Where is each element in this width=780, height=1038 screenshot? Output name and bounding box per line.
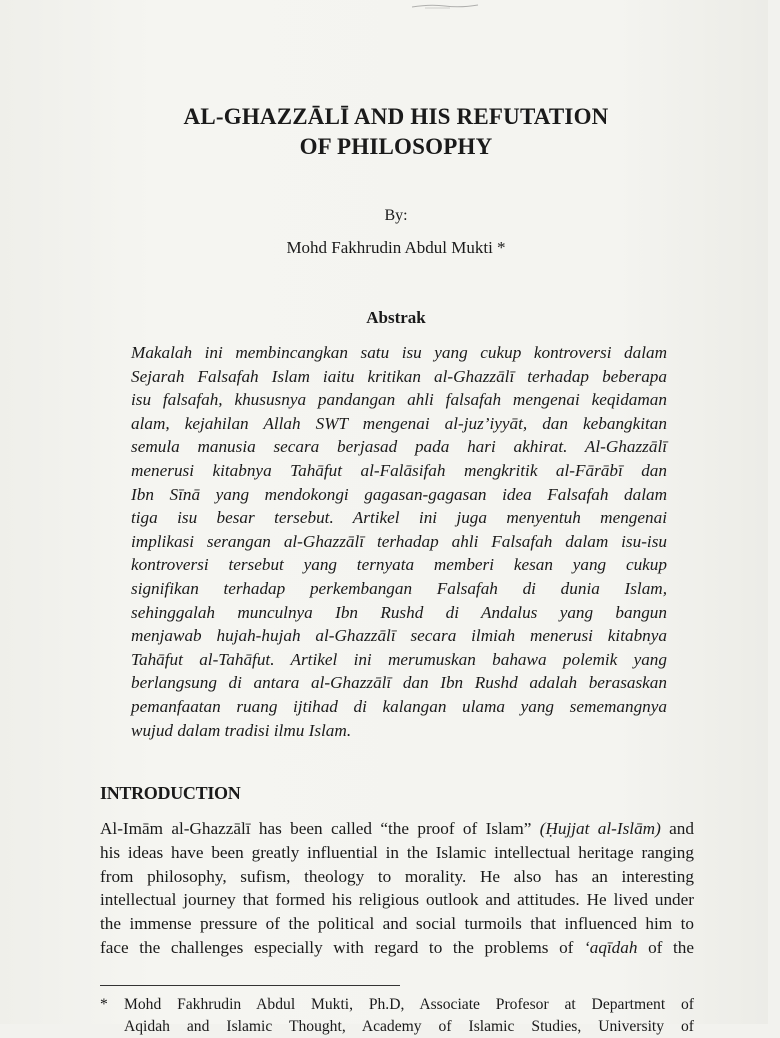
- abstract-heading: Abstrak: [366, 308, 426, 327]
- body-italic-term: ‘aqīdah: [584, 937, 638, 957]
- abstract-line: semula manusia secara berjasad pada hari akhirat. Al-Ghazzālī: [131, 437, 667, 457]
- abstract-line: alam, kejahilan Allah SWT mengenai al-juz’iyyāt, dan kebangkitan: [131, 413, 667, 433]
- abstract-line: pemanfaatan ruang ijtihad di kalangan ulama yang sememangnya: [131, 696, 667, 716]
- paper-title-line-2: OF PHILOSOPHY: [299, 134, 493, 159]
- abstract-line: signifikan terhadap perkembangan Falsafah di dunia Islam,: [131, 578, 667, 598]
- scan-smudge-mark: [410, 2, 480, 10]
- body-line: [100, 936, 694, 960]
- introduction-heading: INTRODUCTION: [100, 783, 241, 803]
- abstract-line: tiga isu besar tersebut. Artikel ini juga menyentuh mengenai: [131, 508, 667, 528]
- body-text-segment: Al-Imām al-Ghazzālī has been called “the proof of Islam”: [100, 819, 540, 838]
- abstract-line: Makalah ini membincangkan satu isu yang cukup kontroversi dalam: [131, 343, 667, 362]
- footnote-divider: [100, 985, 400, 986]
- body-text-segment: of the: [637, 937, 694, 957]
- abstract-line: kontroversi tersebut yang ternyata memberi kesan yang cukup: [131, 555, 667, 575]
- byline-label: By:: [384, 207, 408, 224]
- abstract-line: menjawab hujah-hujah al-Ghazzālī secara ilmiah menerusi kitabnya: [131, 626, 667, 646]
- abstract-line: berlangsung di antara al-Ghazzālī dan Ibn Rushd adalah berasaskan: [131, 673, 667, 693]
- body-text-segment: face the challenges especially with regard to the problems of: [100, 937, 584, 957]
- abstract-line: menerusi kitabnya Tahāfut al-Falāsifah mengkritik al-Fārābī dan: [131, 460, 667, 480]
- author-name: Mohd Fakhrudin Abdul Mukti *: [286, 238, 506, 257]
- abstract-line: sehinggalah munculnya Ibn Rushd di Andalus yang bangun: [131, 602, 667, 622]
- abstract-line: Tahāfut al-Tahāfut. Artikel ini merumuskan bahawa polemik yang: [131, 649, 667, 669]
- introduction-body: [100, 817, 694, 960]
- footnote-line: Mohd Fakhrudin Abdul Mukti, Ph.D, Associate Profesor at Department of: [124, 996, 694, 1013]
- abstract-line: wujud dalam tradisi ilmu Islam.: [131, 720, 352, 740]
- abstract-line: Sejarah Falsafah Islam iaitu kritikan al-Ghazzālī terhadap beberapa: [131, 366, 667, 386]
- footnote-line: Aqidah and Islamic Thought, Academy of Islamic Studies, University of: [124, 1018, 694, 1035]
- body-italic-term: (Ḥujjat al-Islām): [539, 819, 661, 838]
- body-line: from philosophy, sufism, theology to morality. He also has an interesting: [100, 866, 694, 886]
- footnote-marker: *: [100, 996, 108, 1013]
- body-line: [100, 817, 694, 841]
- abstract-line: isu falsafah, khususnya pandangan ahli falsafah mengenai keqidaman: [131, 390, 667, 410]
- body-line: intellectual journey that formed his religious outlook and attitudes. He lived under: [100, 890, 694, 910]
- footnote: [100, 994, 694, 1038]
- abstract-line: Ibn Sīnā yang mendokongi gagasan-gagasan idea Falsafah dalam: [131, 484, 667, 504]
- body-line: his ideas have been greatly influential in the Islamic intellectual heritage ranging: [100, 842, 694, 862]
- abstract-line: implikasi serangan al-Ghazzālī terhadap ahli Falsafah dalam isu-isu: [131, 531, 667, 551]
- paper-title-line-1: AL-GHAZZĀLĪ AND HIS REFUTATION: [183, 104, 609, 129]
- abstract-body: [131, 341, 667, 742]
- body-text-segment: and: [660, 819, 694, 838]
- body-line: the immense pressure of the political and social turmoils that influenced him to: [100, 914, 694, 934]
